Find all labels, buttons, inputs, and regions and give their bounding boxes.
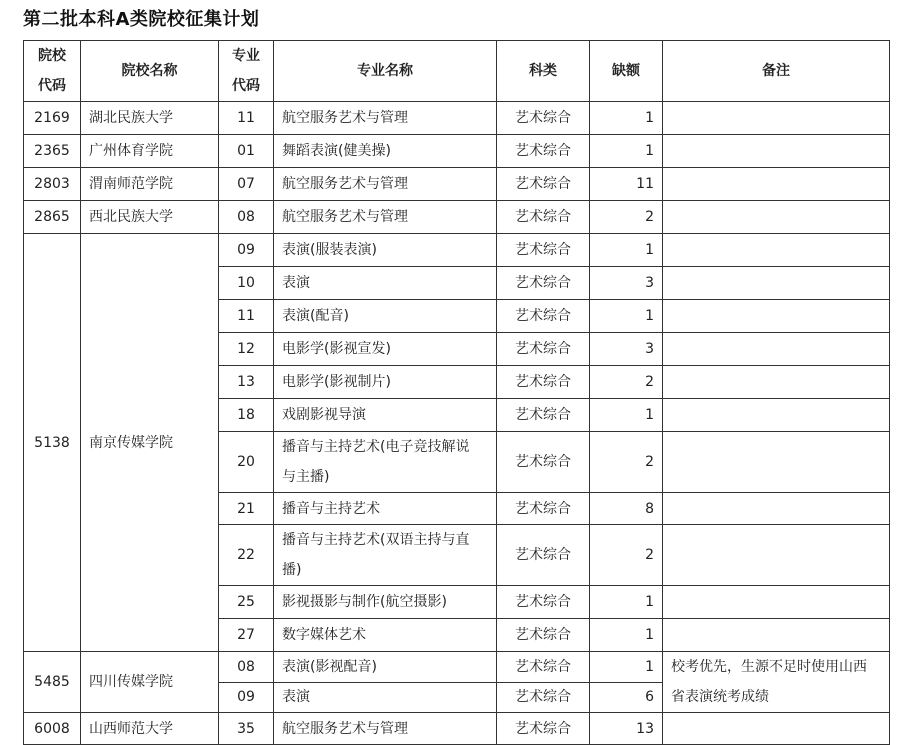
major-code: 35 [219,713,274,745]
vacancy: 1 [590,300,663,333]
category: 艺术综合 [497,399,590,432]
remark [663,619,890,652]
category: 艺术综合 [497,493,590,525]
major-name: 数字媒体艺术 [274,619,497,652]
vacancy: 2 [590,525,663,586]
major-code: 27 [219,619,274,652]
vacancy: 8 [590,493,663,525]
major-name: 表演(服装表演) [274,234,497,267]
vacancy: 1 [590,135,663,168]
table-header-row [24,41,890,102]
vacancy: 1 [590,619,663,652]
remark: 校考优先，生源不足时使用山西 省表演统考成绩 [663,652,890,713]
major-name: 播音与主持艺术(电子竞技解说 与主播) [274,432,497,493]
header-major-code: 专业 代码 [219,41,274,102]
remark [663,201,890,234]
header-major-name: 专业名称 [274,41,497,102]
school-name: 南京传媒学院 [81,234,219,652]
major-code: 11 [219,102,274,135]
table-row [24,102,890,135]
major-name: 播音与主持艺术 [274,493,497,525]
page-title: 第二批本科A类院校征集计划 [23,9,260,30]
category: 艺术综合 [497,652,590,683]
major-code: 01 [219,135,274,168]
major-name: 表演(配音) [274,300,497,333]
category: 艺术综合 [497,432,590,493]
major-code: 13 [219,366,274,399]
header-remark: 备注 [663,41,890,102]
major-name: 戏剧影视导演 [274,399,497,432]
table-row [24,168,890,201]
category: 艺术综合 [497,102,590,135]
major-code: 25 [219,586,274,619]
category: 艺术综合 [497,234,590,267]
remark [663,135,890,168]
school-name: 渭南师范学院 [81,168,219,201]
category: 艺术综合 [497,525,590,586]
school-name: 四川传媒学院 [81,652,219,713]
category: 艺术综合 [497,168,590,201]
remark [663,102,890,135]
vacancy: 1 [590,399,663,432]
category: 艺术综合 [497,619,590,652]
remark [663,234,890,267]
major-code: 21 [219,493,274,525]
major-code: 10 [219,267,274,300]
category: 艺术综合 [497,333,590,366]
major-name: 航空服务艺术与管理 [274,168,497,201]
vacancy: 1 [590,652,663,683]
vacancy: 1 [590,102,663,135]
remark [663,366,890,399]
enrollment-plan-table [23,40,890,745]
major-name: 航空服务艺术与管理 [274,713,497,745]
header-school-code: 院校 代码 [24,41,81,102]
major-name: 电影学(影视宣发) [274,333,497,366]
school-code: 2803 [24,168,81,201]
remark [663,267,890,300]
vacancy: 13 [590,713,663,745]
school-code: 6008 [24,713,81,745]
vacancy: 3 [590,333,663,366]
school-code: 5138 [24,234,81,652]
school-code: 5485 [24,652,81,713]
major-name: 电影学(影视制片) [274,366,497,399]
remark [663,586,890,619]
header-vacancy: 缺额 [590,41,663,102]
remark [663,300,890,333]
table-row [24,201,890,234]
major-code: 08 [219,201,274,234]
major-name: 影视摄影与制作(航空摄影) [274,586,497,619]
category: 艺术综合 [497,135,590,168]
major-name: 舞蹈表演(健美操) [274,135,497,168]
header-category: 科类 [497,41,590,102]
major-name: 航空服务艺术与管理 [274,102,497,135]
major-name: 播音与主持艺术(双语主持与直 播) [274,525,497,586]
category: 艺术综合 [497,586,590,619]
vacancy: 1 [590,586,663,619]
school-name: 广州体育学院 [81,135,219,168]
major-name: 表演(影视配音) [274,652,497,683]
major-code: 07 [219,168,274,201]
school-name: 湖北民族大学 [81,102,219,135]
school-name: 西北民族大学 [81,201,219,234]
table-row [24,234,890,267]
school-code: 2865 [24,201,81,234]
school-code: 2365 [24,135,81,168]
vacancy: 3 [590,267,663,300]
category: 艺术综合 [497,366,590,399]
major-code: 11 [219,300,274,333]
remark [663,493,890,525]
remark [663,333,890,366]
vacancy: 6 [590,682,663,713]
category: 艺术综合 [497,713,590,745]
major-name: 表演 [274,682,497,713]
category: 艺术综合 [497,267,590,300]
vacancy: 2 [590,366,663,399]
vacancy: 2 [590,432,663,493]
major-code: 20 [219,432,274,493]
header-school-name: 院校名称 [81,41,219,102]
major-code: 18 [219,399,274,432]
category: 艺术综合 [497,300,590,333]
remark [663,432,890,493]
table-row [24,652,890,683]
major-code: 09 [219,682,274,713]
school-code: 2169 [24,102,81,135]
remark [663,168,890,201]
remark [663,399,890,432]
major-code: 12 [219,333,274,366]
school-name: 山西师范大学 [81,713,219,745]
vacancy: 2 [590,201,663,234]
table-row [24,135,890,168]
major-code: 22 [219,525,274,586]
vacancy: 1 [590,234,663,267]
major-name: 航空服务艺术与管理 [274,201,497,234]
category: 艺术综合 [497,682,590,713]
category: 艺术综合 [497,201,590,234]
vacancy: 11 [590,168,663,201]
major-code: 09 [219,234,274,267]
major-code: 08 [219,652,274,683]
remark [663,525,890,586]
major-name: 表演 [274,267,497,300]
